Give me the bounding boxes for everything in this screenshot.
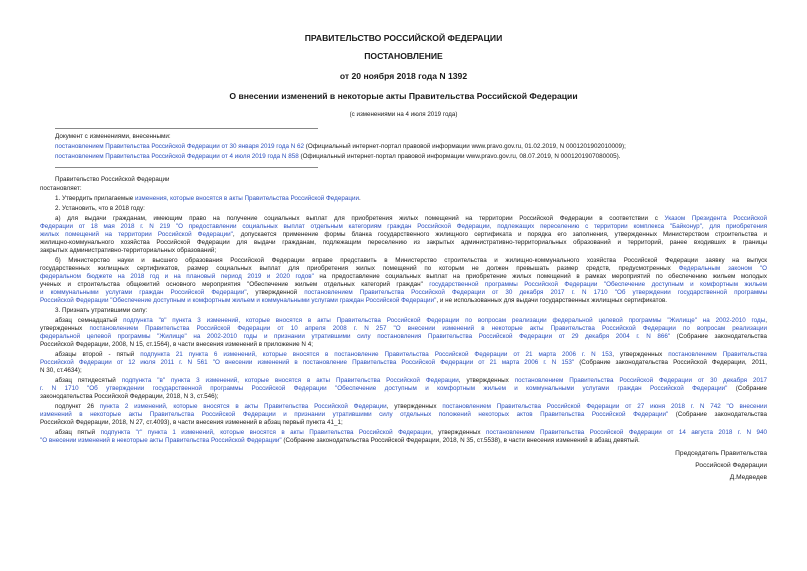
decree-link[interactable]: Указом Президента Российской xyxy=(664,215,767,222)
repealed-provision-link[interactable]: подпункта 21 пункта 6 изменений, которые вносятся в постановление Правительства Российской Федерации от 21 марта 2006 г. N 153 xyxy=(140,351,613,358)
document-type: ПОСТАНОВЛЕНИЕ xyxy=(364,51,443,61)
resolution-link[interactable]: федеральной целевой программы "Жилище" на 2002-2010 годы и признании утратившими силу постановления Правительства Российской Федерации от 29 декабря 2004 г. N 866" xyxy=(40,333,671,340)
repealed-provision-link[interactable]: подпункта "в" пункта 3 изменений, которые вносятся в акты Правительства Российской Федерации по вопросам реализации федеральной целевой программы "Жилище" на 2002-2010 годы xyxy=(123,317,766,324)
program-link[interactable]: и коммунальными услугами граждан Российской Федерации" xyxy=(40,289,247,296)
document-date-number: от 20 ноября 2018 года N 1392 xyxy=(339,71,468,81)
resolution-link[interactable]: Российской Федерации от 12 июля 2011 г. N 561 "О внесении изменений в постановление Правительства Российской Федерации от 21 марта 2006 г. N 153" xyxy=(40,359,575,366)
document-title: О внесении изменений в некоторые акты Правительства Российской Федерации xyxy=(229,91,578,101)
decree-link[interactable]: жилых помещений на территории Российской Федерации" xyxy=(40,231,233,238)
resolution-link[interactable]: изменений в некоторые акты Правительства Российской Федерации и признании утратившими силу отдельных положений некоторых актов Правительства Российской Федерации" xyxy=(40,411,669,418)
changes-intro: Документ с изменениями, внесенными: xyxy=(55,133,171,140)
changes-item: постановлением Правительства Российской Федерации от 4 июля 2019 года N 858 (Официальный интернет-портал правовой информации www.pravo.gov.ru, 08.07.2019, N 0001201907080005). xyxy=(55,153,621,160)
item-3: 3. Признать утратившими силу: xyxy=(55,307,148,314)
top-divider xyxy=(55,128,318,129)
amendment-note: (с изменениями на 4 июля 2019 года) xyxy=(349,111,458,118)
resolution-link[interactable]: Российской Федерации "Обеспечение доступным и комфортным жильем и коммунальными услугами граждан Российской Федерации" xyxy=(40,297,437,304)
resolution-link[interactable]: постановлением Правительства Российской Федерации от 27 июня 2018 г. N 742 "О внесении xyxy=(442,403,767,410)
item-1: 1. Утвердить прилагаемые изменения, которые вносятся в акты Правительства Российской Федерации. xyxy=(55,195,361,202)
changes-item: постановлением Правительства Российской Федерации от 30 января 2019 года N 62 (Официальный интернет-портал правовой информации www.pravo.gov.ru, 01.02.2019, N 0001201902010009); xyxy=(55,143,626,150)
changes-link[interactable]: изменения, которые вносятся в акты Правительства Российской Федерации xyxy=(135,195,359,202)
item-2: 2. Установить, что в 2018 году: xyxy=(55,205,145,212)
signature-office: Российской Федерации xyxy=(695,462,767,469)
resolution-link[interactable]: постановлением Правительства Российской Федерации от 14 августа 2018 г. N 940 xyxy=(486,429,767,436)
federal-law-link[interactable]: федеральном бюджете на 2018 год и на плановый период 2019 и 2020 годов" xyxy=(40,273,314,280)
signature-name: Д.Медведев xyxy=(729,474,767,481)
resolution-link[interactable]: постановлением Правительства Российской Федерации от 10 апреля 2008 г. N 257 "О внесении изменений в некоторые акты Правительства Российской Федерации по вопросам реализации xyxy=(89,325,767,332)
resolution-link[interactable]: постановлением Правительства Российской Федерации от 30 декабря 2017 г. N 1710 "Об утверждении государственной программы xyxy=(304,289,767,296)
program-link[interactable]: государственной программы Российской Федерации "Обеспечение доступным и комфортным жильем xyxy=(429,281,767,288)
decree-link[interactable]: Федерации от 18 мая 2018 г. N 219 "О предоставлении социальных выплат отдельным категориям граждан Российской Федерации, подлежащих переселению с территории комплекса "Байконур", для приобретения xyxy=(40,223,767,230)
federal-law-link[interactable]: Федеральным законом "О xyxy=(678,265,767,272)
repealed-provision-link[interactable]: подпункта "г" пункта 1 изменений, которые вносятся в акты Правительства Российской Федерации xyxy=(100,429,432,436)
bottom-divider xyxy=(55,167,318,168)
resolution-link[interactable]: постановлением Правительства xyxy=(668,351,767,358)
amending-act-link[interactable]: постановлением Правительства Российской Федерации от 4 июля 2019 года N 858 xyxy=(55,153,299,160)
decides-line: постановляет: xyxy=(40,185,82,192)
government-line: Правительство Российской Федерации xyxy=(55,176,170,183)
government-heading: ПРАВИТЕЛЬСТВО РОССИЙСКОЙ ФЕДЕРАЦИИ xyxy=(304,33,503,43)
document-page: ПРАВИТЕЛЬСТВО РОССИЙСКОЙ ФЕДЕРАЦИИ ПОСТАНОВЛЕНИЕ от 20 ноября 2018 года N 1392 О внесении изменений в некоторые акты Правительства Российской Федерации (с изменениями на 4 июля 2019 года) Документ с изменениями, внесенными: постановлением Правительства Российской Федерации от 30 января 2019 года N 62 (Официальный интернет-портал правовой информации www.pravo.gov.ru, 01.02.2019, N 0001201902010009); постановлением Правительства Российской Федерации от 4 июля 2019 года N 858 (Официальный интернет-портал правовой информации www.pravo.gov.ru, 08.07.2019, N 0001201907080005). Правительство Российской Федерации постановляет: 1. Утвердить прилагаемые изменения, которые вносятся в акты Правительства Российской Федерации. 2. Установить, что в 2018 году: а) для выдачи гражданам, имеющим право на получение социальных выплат для приобретения жилых помещений на территории Российской Федерации в соответствии с Указом Президента Российской Федерации от 18 мая 2018 г. N 219 "О предоставлении социальных выплат отдельным категориям граждан Российской Федерации, подлежащих переселению с территории комплекса "Байконур", для приобретения жилых помещений на территории Российской Федерации", допускается применение формы бланка государственного жилищного сертификата и порядка его заполнения, утвержденных Министерством строительства и жилищно-коммунального хозяйства Российской Федерации для выдачи гражданам, подлежащим переселению из закрытых административно-территориальных образований и территорий, ранее входивших в границы закрытых административно-территориальных образований; б) Министерство науки и высшего образования Российской Федерации вправе представить в Министерство строительства и жилищно-коммунального хозяйства Российской Федерации заявку на выпуск государственных жилищных сертификатов, размер социальных выплат для приобретения жилых помещений по которым не должен превышать размер средств, предусмотренных Федеральным законом "О федеральном бюджете на 2018 год и на плановый период 2019 и 2020 годов" на предоставление социальных выплат на приобретение жилых помещений в рамках мероприятий по обеспечению жильем молодых ученых и строительства общежитий основного мероприятия "Обеспечение жильем отдельных категорий граждан" государственной программы Российской Федерации "Обеспечение доступным и комфортным жильем и коммунальными услугами граждан Российской Федерации", утвержденной постановлением Правительства Российской Федерации от 30 декабря 2017 г. N 1710 "Об утверждении государственной программы Российской Федерации "Обеспечение доступным и комфортным жильем и коммунальными услугами граждан Российской Федерации", и не использованных для выдачи государственных жилищных сертификатов. 3. Признать утратившими силу: абзац семнадцатый подпункта "в" пункта 3 изменений, которые вносятся в акты Правительства Российской Федерации по вопросам реализации федеральной целевой программы "Жилище" на 2002-2010 годы, утвержденных постановлением Правительства Российской Федерации от 10 апреля 2008 г. N 257 "О внесении изменений в некоторые акты Правительства Российской Федерации по вопросам реализации федеральной целевой программы "Жилище" на 2002-2010 годы и признании утратившими силу постановления Правительства Российской Федерации от 29 декабря 2004 г. N 866" (Собрание законодательства Российской Федерации, 2008, N 15, ст.1564), в части внесения изменений в приложение N 4; абзацы второй - пятый подпункта 21 пункта 6 изменений, которые вносятся в постановление Правительства Российской Федерации от 21 марта 2006 г. N 153, утвержденных постановлением Правительства Российской Федерации от 12 июля 2011 г. N 561 "О внесении изменений в постановление Правительства Российской Федерации от 21 марта 2006 г. N 153" (Собрание законодательства Российской Федерации, 2011, N 30, ст.4634); абзац пятидесятый подпункта "в" пункта 3 изменений, которые вносятся в акты Правительства Российской Федерации, утвержденных постановлением Правительства Российской Федерации от 30 декабря 2017 г. N 1710 "Об утверждении государственной программы Российской Федерации "Обеспечение доступным и комфортным жильем и коммунальными услугами граждан Российской Федерации" (Собрание законодательства Российской Федерации, 2018, N 3, ст.546); подпункт 26 пункта 2 изменений, которые вносятся в акты Правительства Российской Федерации, утвержденных постановлением Правительства Российской Федерации от 27 июня 2018 г. N 742 "О внесении изменений в некоторые акты Правительства Российской Федерации и признании утратившими силу отдельных положений некоторых актов Правительства Российской Федерации" (Собрание законодательства Российской Федерации, 2018, N 27, ст.4093), в части внесения изменений в абзац первый пункта 41_1; абзац пятый подпункта "г" пункта 1 изменений, которые вносятся в акты Правительства Российской Федерации, утвержденных постановлением Правительства Российской Федерации от 14 августа 2018 г. N 940 "О внесении изменений в некоторые акты Правительства Российской Федерации" (Собрание законодательства Российской Федерации, 2018, N 35, ст.5538), в части внесения изменений в абзац девятый. Председатель Правительства Российской Федерации Д.Медведев xyxy=(0,0,807,571)
resolution-link[interactable]: "О внесении изменений в некоторые акты Правительства Российской Федерации" xyxy=(40,437,282,444)
resolution-link[interactable]: постановлением Правительства Российской Федерации от 30 декабря 2017 xyxy=(514,377,767,384)
repealed-provision-link[interactable]: пункта 2 изменений, которые вносятся в акты Правительства Российской Федерации xyxy=(99,403,387,410)
signature-title: Председатель Правительства xyxy=(675,450,767,457)
amending-act-link[interactable]: постановлением Правительства Российской Федерации от 30 января 2019 года N 62 xyxy=(55,143,305,150)
repealed-provision-link[interactable]: подпункта "в" пункта 3 изменений, которые вносятся в акты Правительства Российской Федерации xyxy=(121,377,459,384)
resolution-link[interactable]: г. N 1710 "Об утверждении государственной программы Российской Федерации "Обеспечение доступным и комфортным жильем и коммунальными услугами граждан Российской Федерации" xyxy=(40,385,728,392)
